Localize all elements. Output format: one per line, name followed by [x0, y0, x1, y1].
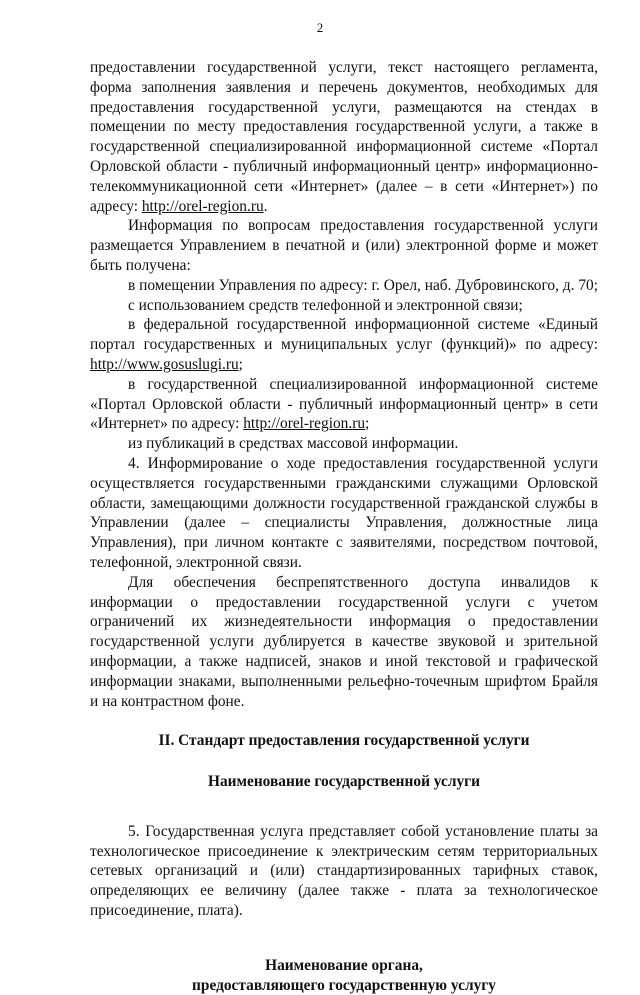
paragraph-text: в государственной специализированной информационной системе «Портал Орловской области - публичный информационный центр» в сети «Интернет» по адресу: [90, 375, 598, 433]
punctuation: ; [365, 415, 370, 433]
orel-region-link[interactable]: http://orel-region.ru [243, 415, 366, 433]
document-body [90, 58, 598, 995]
paragraph-text: в федеральной государственной информационной системе «Единый портал государственных и муниципальных услуг (функций)» по адресу: [90, 316, 598, 354]
paragraph-portal-info [90, 58, 598, 216]
paragraph-mass-media: из публикаций в средствах массовой информации. [128, 435, 459, 453]
page-number: 2 [316, 20, 324, 35]
subsection-heading-service-name: Наименование государственной услуги [207, 773, 481, 791]
paragraph-phone-email: с использованием средств телефонной и электронной связи; [128, 296, 523, 314]
punctuation: ; [238, 355, 243, 373]
paragraph-federal-portal [90, 315, 598, 374]
subsection-heading-authority-line1: Наименование органа, [265, 956, 423, 974]
gosuslugi-link[interactable]: http://www.gosuslugi.ru [90, 355, 239, 373]
paragraph-4-informing: 4. Информирование о ходе предоставления государственной услуги осуществляется государственными гражданскими служащими Орловской области, замещающими должности государственной гражданской службы в Управлении (далее – специалисты Управления, должностные лица Управления), при личном контакте с заявителями, посредством почтовой, телефонной, электронной связи. [90, 454, 598, 571]
section-heading: II. Стандарт предоставления государственной услуги [158, 732, 530, 750]
paragraph-text: предоставлении государственной услуги, текст настоящего регламента, форма заполнения заявления и перечень документов, необходимых для предоставления государственной услуги, размещаются на стендах в помещении по месту предоставления государственной услуги, а также в государственной специализированной информационной системе «Портал Орловской области - публичный информационный центр» информационно-телекоммуникационной сети «Интернет» (далее – в сети «Интернет») по адресу: [90, 59, 598, 215]
paragraph-accessibility: Для обеспечения беспрепятственного доступа инвалидов к информации о предоставлении государственной услуги с учетом ограничений их жизнедеятельности информация о предоставлении государственной услуги дублируется в качестве звуковой и зрительной информации, а также надписей, знаков и иной текстовой и графической информации знаками, выполненными рельефно-точечным шрифтом Брайля и на контрастном фоне. [90, 573, 598, 710]
punctuation: . [263, 197, 268, 215]
paragraph-regional-portal [90, 375, 598, 434]
portal-link[interactable]: http://orel-region.ru [141, 197, 264, 215]
paragraph-office-address: в помещении Управления по адресу: г. Орел, наб. Дубровинского, д. 70; [128, 276, 599, 294]
paragraph-5-service-definition: 5. Государственная услуга представляет собой установление платы за технологическое присоединение к электрическим сетям территориальных сетевых организаций и (или) стандартизированных тарифных ставок, определяющих ее величину (далее также - плата за технологическое присоединение, плата). [90, 822, 598, 920]
subsection-heading-authority-line2: предоставляющего государственную услугу [192, 976, 496, 994]
paragraph-info-placement: Информация по вопросам предоставления государственной услуги размещается Управлением в печатной и (или) электронной форме и может быть получена: [90, 217, 598, 274]
